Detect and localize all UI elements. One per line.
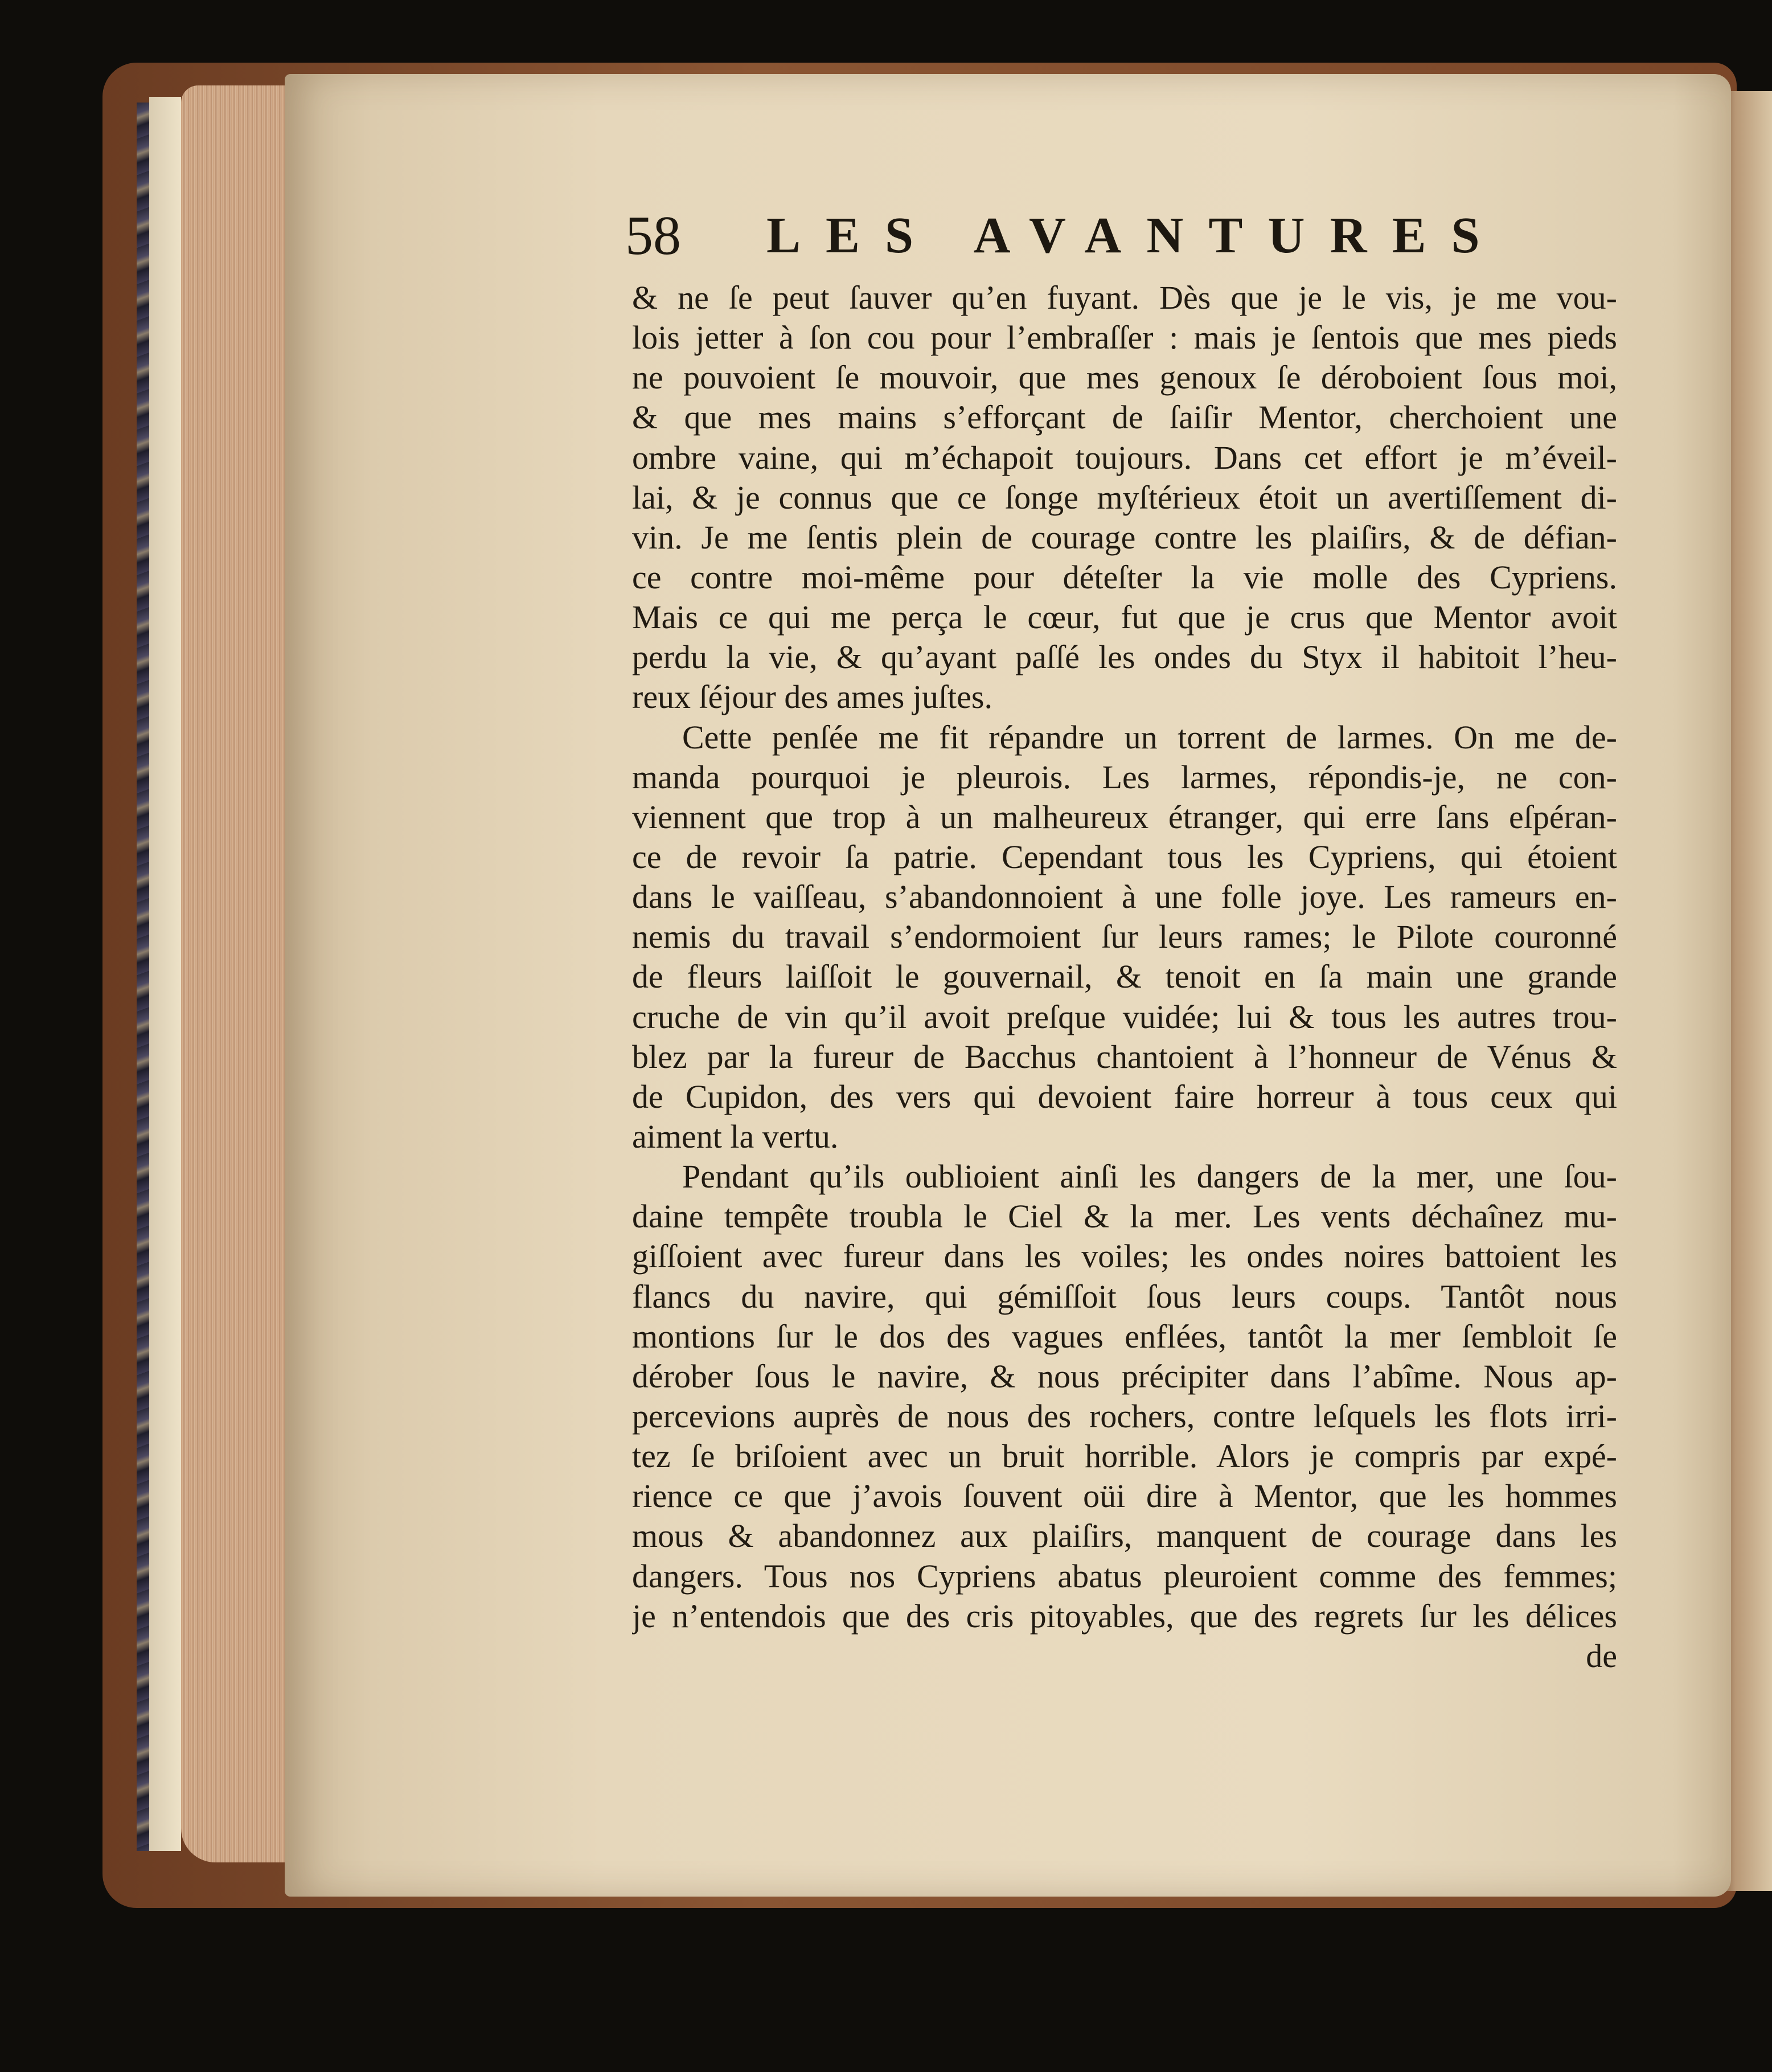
text-line: giſſoient avec fureur dans les voiles; les ondes noires battoient les — [632, 1238, 1617, 1275]
text-line: blez par la fureur de Bacchus chantoient à l’honneur de Vénus & — [632, 1038, 1617, 1075]
body-text — [632, 278, 1617, 1676]
text-line: cruche de vin qu’il avoit preſque vuidée; lui & tous les autres trou- — [632, 998, 1617, 1035]
text-line: rience ce que j’avois ſouvent oüi dire à Mentor, que les hommes — [632, 1477, 1617, 1515]
page-edges — [181, 85, 295, 1862]
text-line: vin. Je me ſentis plein de courage contre les plaiſirs, & de défian- — [632, 518, 1617, 556]
text-line: lois jetter à ſon cou pour l’embraſſer : mais je ſentois que mes pieds — [632, 319, 1617, 357]
text-line: je n’entendois que des cris pitoyables, que des regrets ſur les délices — [632, 1597, 1617, 1635]
text-line: Cette penſée me fit répandre un torrent de larmes. On me de- — [682, 718, 1617, 756]
text-line: reux ſéjour des ames juſtes. — [632, 678, 992, 716]
text-line: de Cupidon, des vers qui devoient faire horreur à tous ceux qui — [632, 1078, 1617, 1115]
text-line: de fleurs laiſſoit le gouvernail, & tenoit en ſa main une grande — [632, 958, 1617, 996]
text-line: manda pourquoi je pleurois. Les larmes, répondis-je, ne con- — [632, 758, 1617, 796]
text-line: tez ſe briſoient avec un bruit horrible. Alors je compris par expé- — [632, 1438, 1617, 1475]
text-line: nemis du travail s’endormoient ſur leurs rames; le Pilote couronné — [632, 918, 1617, 956]
text-line: perdu la vie, & qu’ayant paſſé les ondes du Styx il habitoit l’heu- — [632, 638, 1617, 676]
text-line: ce contre moi-même pour déteſter la vie molle des Cypriens. — [632, 558, 1617, 596]
text-line: ne pouvoient ſe mouvoir, que mes genoux ſe déroboient ſous moi, — [632, 359, 1617, 396]
text-line: lai, & je connus que ce ſonge myſtérieux étoit un avertiſſement di- — [632, 478, 1617, 516]
text-line: Mais ce qui me perça le cœur, fut que je crus que Mentor avoit — [632, 599, 1617, 636]
text-line: dangers. Tous nos Cypriens abatus pleuroient comme des femmes; — [632, 1557, 1617, 1595]
running-head: LES AVANTURES — [766, 207, 1505, 264]
text-line: aiment la vertu. — [632, 1117, 839, 1155]
text-line: daine tempête troubla le Ciel & la mer. Les vents déchaînez mu- — [632, 1198, 1617, 1235]
page-header — [625, 202, 1513, 270]
text-line: ombre vaine, qui m’échapoit toujours. Dans cet effort je m’éveil- — [632, 439, 1617, 476]
text-line: Pendant qu’ils oublioient ainſi les dangers de la mer, une ſou- — [682, 1158, 1617, 1195]
text-line: montions ſur le dos des vagues enflées, tantôt la mer ſembloit ſe — [632, 1317, 1617, 1355]
text-line: & ne ſe peut ſauver qu’en fuyant. Dès que je le vis, je me vou- — [632, 279, 1617, 316]
catchword: de — [1586, 1637, 1617, 1674]
text-line: flancs du navire, qui gémiſſoit ſous leurs coups. Tantôt nous — [632, 1277, 1617, 1315]
text-line: dérober ſous le navire, & nous précipiter dans l’abîme. Nous ap- — [632, 1357, 1617, 1395]
text-line: mous & abandonnez aux plaiſirs, manquent de courage dans les — [632, 1517, 1617, 1555]
text-line: ce de revoir ſa patrie. Cependant tous les Cypriens, qui étoient — [632, 838, 1617, 875]
flyleaf — [149, 97, 181, 1851]
text-line: & que mes mains s’efforçant de ſaiſir Mentor, cherchoient une — [632, 399, 1617, 436]
text-line: dans le vaiſſeau, s’abandonnoient à une folle joye. Les rameurs en- — [632, 878, 1617, 916]
text-line: percevions auprès de nous des rochers, contre leſquels les flots irri- — [632, 1397, 1617, 1435]
text-line: viennent que trop à un malheureux étranger, qui erre ſans eſpéran- — [632, 798, 1617, 836]
page-number: 58 — [625, 205, 681, 267]
